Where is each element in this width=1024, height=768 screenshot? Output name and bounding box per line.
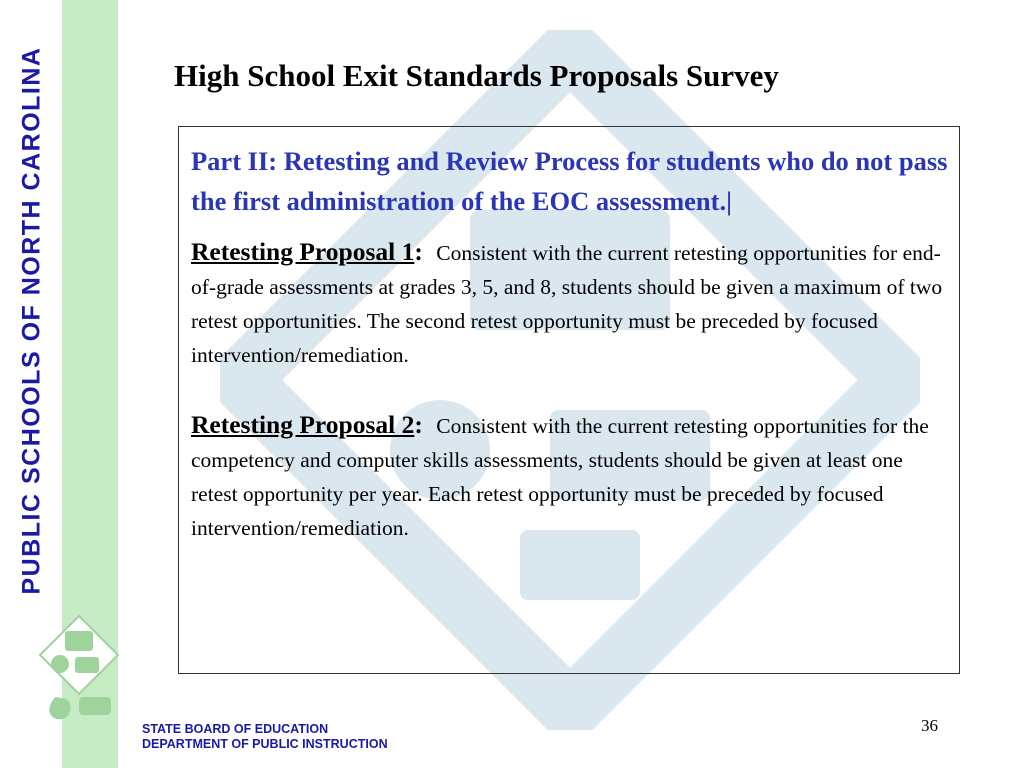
- proposal-1-text: Consistent with the current retesting opportunities for end-of-grade assessments at grades 3, 5, and 8, students should be given a maximum of two retest opportunities. The second retest opportunity must be preceded by focused intervention/remediation.: [191, 241, 943, 367]
- vertical-brand: [8, 0, 56, 640]
- footer-line-2: DEPARTMENT OF PUBLIC INSTRUCTION: [142, 737, 388, 751]
- footer: [142, 722, 388, 752]
- nc-schools-logo-icon: [36, 612, 122, 722]
- page-number: 36: [921, 716, 938, 735]
- proposal-2-text: Consistent with the current retesting opportunities for the competency and computer skills assessments, students should be given at least one retest opportunity per year. Each retest opportunity must be preceded by focused intervention/remediation.: [191, 414, 929, 540]
- footer-line-1: STATE BOARD OF EDUCATION: [142, 722, 329, 736]
- part-heading: Part II: Retesting and Review Process for students who do not pass the first administration of the EOC assessment.|: [191, 146, 948, 216]
- content-box: [178, 126, 960, 674]
- proposal-2-colon: :: [414, 410, 423, 439]
- proposal-1-colon: :: [414, 237, 423, 266]
- proposal-2-label: Retesting Proposal 2: [191, 410, 415, 439]
- vertical-brand-text: PUBLIC SCHOOLS OF NORTH CAROLINA: [17, 46, 46, 594]
- proposal-2: [191, 408, 949, 545]
- proposal-1: [191, 235, 949, 372]
- proposal-1-label: Retesting Proposal 1: [191, 237, 415, 266]
- slide-title: High School Exit Standards Proposals Survey: [174, 58, 779, 93]
